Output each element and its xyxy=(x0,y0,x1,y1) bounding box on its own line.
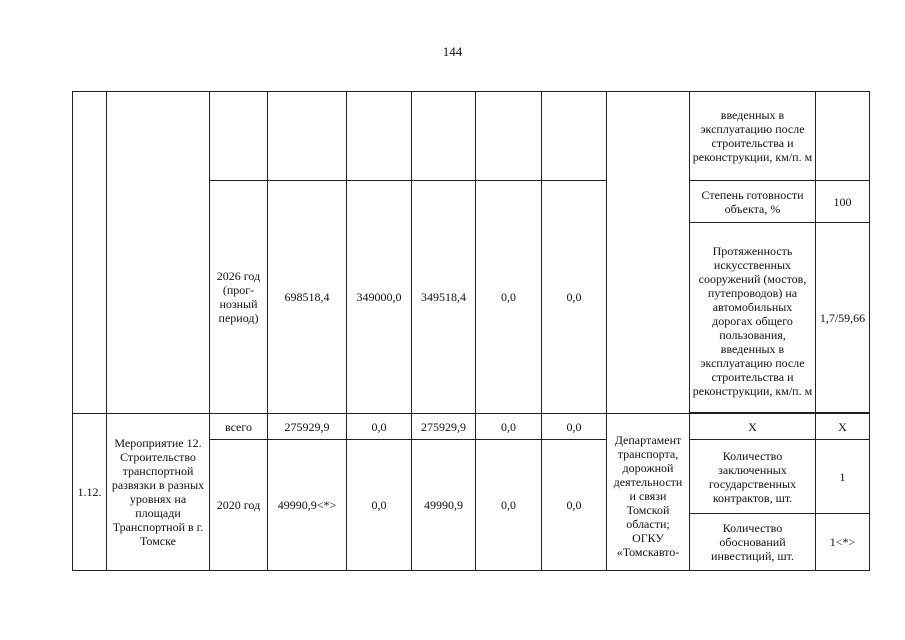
executor-cell: Департамент транспорта, дорожной деятельности и связи Томской области; ОГКУ «Томскавто- xyxy=(607,414,690,571)
table-row xyxy=(73,92,870,181)
number-cell xyxy=(73,92,107,414)
year-cell xyxy=(210,92,268,181)
table-row xyxy=(73,414,870,440)
indicator-value-cell: 1<*> xyxy=(816,514,870,571)
other-cell xyxy=(542,92,607,181)
indicator-value-cell: 100 xyxy=(816,181,870,223)
regional-cell: 49990,9 xyxy=(412,440,476,571)
number-cell: 1.12. xyxy=(73,414,107,571)
local-cell: 0,0 xyxy=(476,181,542,414)
federal-cell xyxy=(347,92,412,181)
indicator-value-cell: X xyxy=(816,414,870,440)
name-cell xyxy=(107,92,210,414)
executor-cell xyxy=(607,92,690,414)
indicator-cell: Степень готовности объекта, % xyxy=(690,181,816,223)
indicator-cell: введенных в эксплуатацию после строительства и реконструкции, км/п. м xyxy=(690,92,816,181)
year-cell: 2020 год xyxy=(210,440,268,571)
local-cell: 0,0 xyxy=(476,440,542,571)
indicator-value-cell xyxy=(816,92,870,181)
regional-cell: 349518,4 xyxy=(412,181,476,414)
federal-cell: 0,0 xyxy=(347,440,412,571)
total-cell: 275929,9 xyxy=(268,414,347,440)
federal-cell: 0,0 xyxy=(347,414,412,440)
other-cell: 0,0 xyxy=(542,181,607,414)
other-cell: 0,0 xyxy=(542,440,607,571)
indicator-cell: Протяженность искусственных сооружений (мостов, путепроводов) на автомобильных дорогах общего пользования, введенных в эксплуатацию после строительства и реконструкции, км/п. м xyxy=(690,223,816,413)
year-cell: всего xyxy=(210,414,268,440)
total-cell: 49990,9<*> xyxy=(268,440,347,571)
year-cell: 2026 год (прог-нозный период) xyxy=(210,181,268,414)
other-cell: 0,0 xyxy=(542,414,607,440)
regional-cell: 275929,9 xyxy=(412,414,476,440)
local-cell: 0,0 xyxy=(476,414,542,440)
regional-cell xyxy=(412,92,476,181)
federal-cell: 349000,0 xyxy=(347,181,412,414)
page-number: 144 xyxy=(442,44,463,59)
indicator-cell: Количество обоснований инвестиций, шт. xyxy=(690,514,816,571)
indicator-value-cell: 1,7/59,66 xyxy=(816,223,870,413)
indicator-cell: Количество заключенных государственных контрактов, шт. xyxy=(690,440,816,514)
total-cell: 698518,4 xyxy=(268,181,347,414)
indicator-cell: X xyxy=(690,414,816,440)
name-cell: Мероприятие 12. Строительство транспортной развязки в разных уровнях на площади Транспортной в г. Томске xyxy=(107,414,210,571)
program-activities-table xyxy=(72,91,870,571)
local-cell xyxy=(476,92,542,181)
indicator-value-cell: 1 xyxy=(816,440,870,514)
total-cell xyxy=(268,92,347,181)
